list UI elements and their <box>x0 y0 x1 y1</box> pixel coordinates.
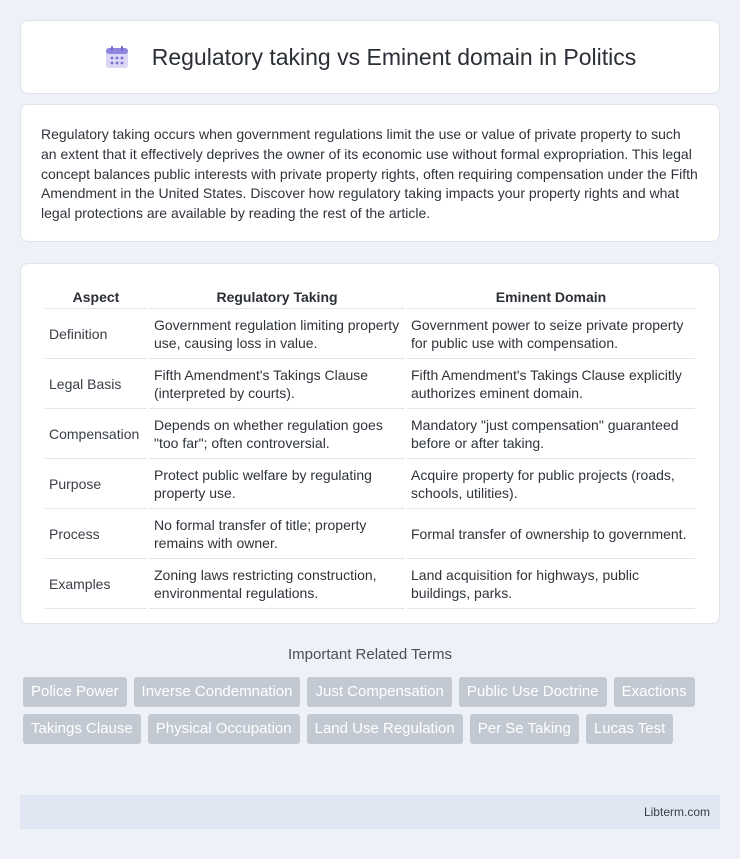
header-eminent-domain: Eminent Domain <box>407 284 695 309</box>
row-aspect: Compensation <box>45 409 147 459</box>
row-eminent: Formal transfer of ownership to government. <box>407 509 695 559</box>
footer-bar <box>20 795 720 829</box>
row-eminent: Acquire property for public projects (roads, schools, utilities). <box>407 459 695 509</box>
tag-inverse-condemnation[interactable]: Inverse Condemnation <box>134 677 301 707</box>
table-row <box>45 359 695 409</box>
tag-takings-clause[interactable]: Takings Clause <box>23 714 141 744</box>
tag-lucas-test[interactable]: Lucas Test <box>586 714 673 744</box>
comparison-table-card <box>20 263 720 624</box>
row-eminent: Mandatory "just compensation" guaranteed before or after taking. <box>407 409 695 459</box>
tag-per-se-taking[interactable]: Per Se Taking <box>470 714 579 744</box>
page-title: Regulatory taking vs Eminent domain in Politics <box>151 43 637 70</box>
row-aspect: Definition <box>45 309 147 359</box>
header-aspect: Aspect <box>45 284 147 309</box>
table-row <box>45 309 695 359</box>
related-terms-tags <box>23 677 723 751</box>
table-row <box>45 509 695 559</box>
tag-public-use-doctrine[interactable]: Public Use Doctrine <box>459 677 607 707</box>
row-regulatory: Fifth Amendment's Takings Clause (interpreted by courts). <box>150 359 404 409</box>
row-aspect: Examples <box>45 559 147 609</box>
comparison-table <box>42 284 698 609</box>
tag-police-power[interactable]: Police Power <box>23 677 127 707</box>
row-eminent: Government power to seize private property for public use with compensation. <box>407 309 695 359</box>
header-regulatory-taking: Regulatory Taking <box>150 284 404 309</box>
table-row <box>45 559 695 609</box>
row-aspect: Legal Basis <box>45 359 147 409</box>
row-regulatory: Zoning laws restricting construction, environmental regulations. <box>150 559 404 609</box>
row-aspect: Purpose <box>45 459 147 509</box>
table-row <box>45 459 695 509</box>
row-eminent: Land acquisition for highways, public buildings, parks. <box>407 559 695 609</box>
table-header-row <box>45 284 695 309</box>
intro-card <box>20 104 720 242</box>
tag-land-use-regulation[interactable]: Land Use Regulation <box>307 714 463 744</box>
related-terms-title: Important Related Terms <box>288 646 452 663</box>
table-row <box>45 409 695 459</box>
tag-just-compensation[interactable]: Just Compensation <box>307 677 451 707</box>
row-aspect: Process <box>45 509 147 559</box>
row-eminent: Fifth Amendment's Takings Clause explicitly authorizes eminent domain. <box>407 359 695 409</box>
row-regulatory: Depends on whether regulation goes "too far"; often controversial. <box>150 409 404 459</box>
calendar-grid-icon <box>104 44 130 70</box>
tag-exactions[interactable]: Exactions <box>614 677 695 707</box>
header-card <box>20 20 720 94</box>
row-regulatory: Government regulation limiting property use, causing loss in value. <box>150 309 404 359</box>
row-regulatory: No formal transfer of title; property remains with owner. <box>150 509 404 559</box>
tag-physical-occupation[interactable]: Physical Occupation <box>148 714 300 744</box>
row-regulatory: Protect public welfare by regulating property use. <box>150 459 404 509</box>
footer-brand-link[interactable]: Libterm.com <box>643 805 710 819</box>
intro-paragraph: Regulatory taking occurs when government regulations limit the use or value of private property to such an extent that it effectively deprives the owner of its economic use without formal expropriation. This legal concept balances public interests with private property rights, often requiring compensation under the Fifth Amendment in the United States. Discover how regulatory taking impacts your property rights and what legal protections are available by reading the rest of the article. <box>41 126 698 222</box>
